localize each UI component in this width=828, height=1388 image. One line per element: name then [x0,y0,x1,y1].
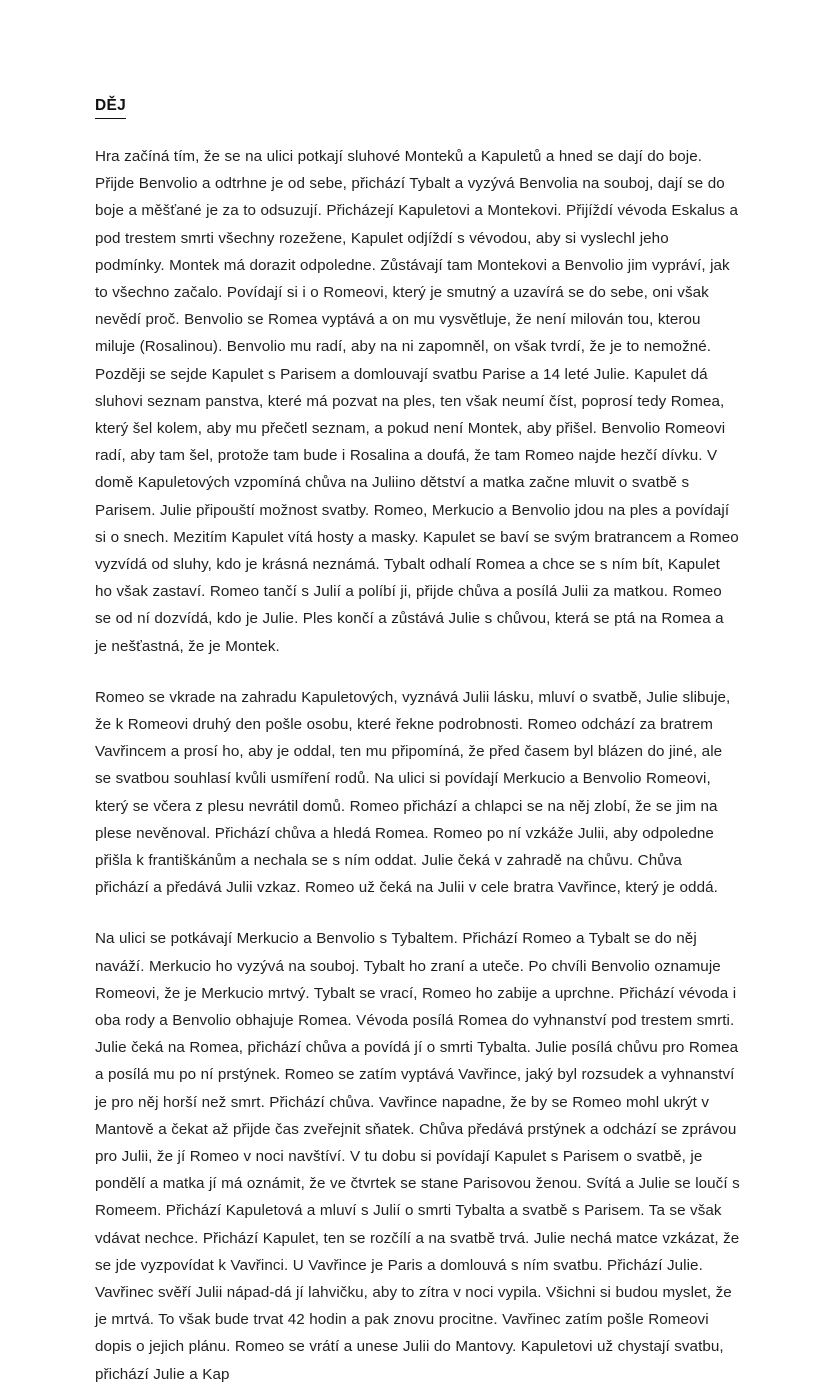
paragraph-1: Hra začíná tím, že se na ulici potkají sluhové Monteků a Kapuletů a hned se dají do boje. Přijde Benvolio a odtrhne je od sebe, přichází Tybalt a vyzývá Benvolia na souboj, dají se do boje a měšťané je za to odsuzují. Přicházejí Kapuletovi a Montekovi. Přijíždí vévoda Eskalus a pod trestem smrti všechny rozežene, Kapulet odjíždí s vévodou, aby si vyslechl jeho podmínky. Montek má dorazit odpoledne. Zůstávají tam Montekovi a Benvolio jim vypráví, jak to všechno začalo. Povídají si i o Romeovi, který je smutný a uzavírá se do sebe, oni však nevědí proč. Benvolio se Romea vyptává a on mu vysvětluje, že není milován tou, kterou miluje (Rosalinou). Benvolio mu radí, aby na ni zapomněl, on však tvrdí, že je to nemožné. Později se sejde Kapulet s Parisem a domlouvají svatbu Parise a 14 leté Julie. Kapulet dá sluhovi seznam panstva, které má pozvat na ples, ten však neumí číst, poprosí tedy Romea, který šel kolem, aby mu přečetl seznam, a pokud není Montek, aby přišel. Benvolio Romeovi radí, aby tam šel, protože tam bude i Rosalina a doufá, že tam Romeo najde hezčí dívku. V domě Kapuletových vzpomíná chůva na Juliino dětství a matka začne mluvit o svatbě s Parisem. Julie připouští možnost svatby. Romeo, Merkucio a Benvolio jdou na ples a povídají si o snech. Mezitím Kapulet vítá hosty a masky. Kapulet se baví se svým bratrancem a Romeo vyzvídá od sluhy, kdo je krásná neznámá. Tybalt odhalí Romea a chce se s ním bít, Kapulet ho však zastaví. Romeo tančí s Julií a políbí ji, přijde chůva a posílá Julii za matkou. Romeo se od ní dozvídá, kdo je Julie. Ples končí a zůstává Julie s chůvou, která se ptá na Romea a je nešťastná, že je Montek. [95,147,739,655]
page-title: DĚJ [95,96,126,119]
paragraph-2: Romeo se vkrade na zahradu Kapuletových, vyznává Julii lásku, mluví o svatbě, Julie slibuje, že k Romeovi druhý den pošle osobu, které řekne podrobnosti. Romeo odchází za bratrem Vavřincem a prosí ho, aby je oddal, ten mu připomíná, že před časem byl blázen do jiné, ale se svatbou souhlasí kvůli usmíření rodů. Na ulici si povídají Merkucio a Benvolio Romeovi, který se včera z plesu nevrátil domů. Romeo přichází a chlapci se na něj zlobí, že se jim na plese nevěnoval. Přichází chůva a hledá Romea. Romeo po ní vzkáže Julii, aby odpoledne přišla k františkánům a nechala se s ním oddat. Julie čeká v zahradě na chůvu. Chůva přichází a předává Julii vzkaz. Romeo už čeká na Julii v cele bratra Vavřince, který je oddá. [95,688,731,897]
paragraph-3: Na ulici se potkávají Merkucio a Benvolio s Tybaltem. Přichází Romeo a Tybalt se do něj naváží. Merkucio ho vyzývá na souboj. Tybalt ho zraní a uteče. Po chvíli Benvolio oznamuje Romeovi, že je Merkucio mrtvý. Tybalt se vrací, Romeo ho zabije a uprchne. Přichází vévoda i oba rody a Benvolio obhajuje Romea. Vévoda posílá Romea do vyhnanství pod trestem smrti. Julie čeká na Romea, přichází chůva a povídá jí o smrti Tybalta. Julie posílá chůvu pro Romea a posílá mu po ní prstýnek. Romeo se zatím vyptává Vavřince, jaký byl rozsudek a vyhnanství je pro něj horší než smrt. Přichází chůva. Vavřince napadne, že by se Romeo mohl ukrýt v Mantově a čekat až přijde čas zveřejnit sňatek. Chůva předává prstýnek a odchází se zprávou pro Julii, že jí Romeo v noci navštíví. V tu dobu si povídají Kapulet s Parisem o svatbě, je pondělí a matka jí má oznámit, že ve čtvrtek se stane Parisovou ženou. Svítá a Julie se loučí s Romeem. Přichází Kapuletová a mluví s Julií o smrti Tybalta a svatbě s Parisem. Ta se však vdávat nechce. Přichází Kapulet, ten se rozčílí a na svatbě trvá. Julie nechá matce vzkázat, že se jde vyzpovídat k Vavřinci. U Vavřince je Paris a domlouvá s ním svatbu. Přichází Julie. Vavřinec svěří Julii nápad-dá jí lahvičku, aby to zítra v noci vypila. Všichni si budou myslet, že je mrtvá. To však bude trvat 42 hodin a pak znovu procitne. Vavřinec zatím pošle Romeovi dopis o jejich plánu. Romeo se vrátí a unese Julii do Mantovy. Kapuletovi už chystají svatbu, přichází Julie a Kap [95,930,740,1383]
document-body [95,143,740,1388]
heading-row [95,96,740,143]
